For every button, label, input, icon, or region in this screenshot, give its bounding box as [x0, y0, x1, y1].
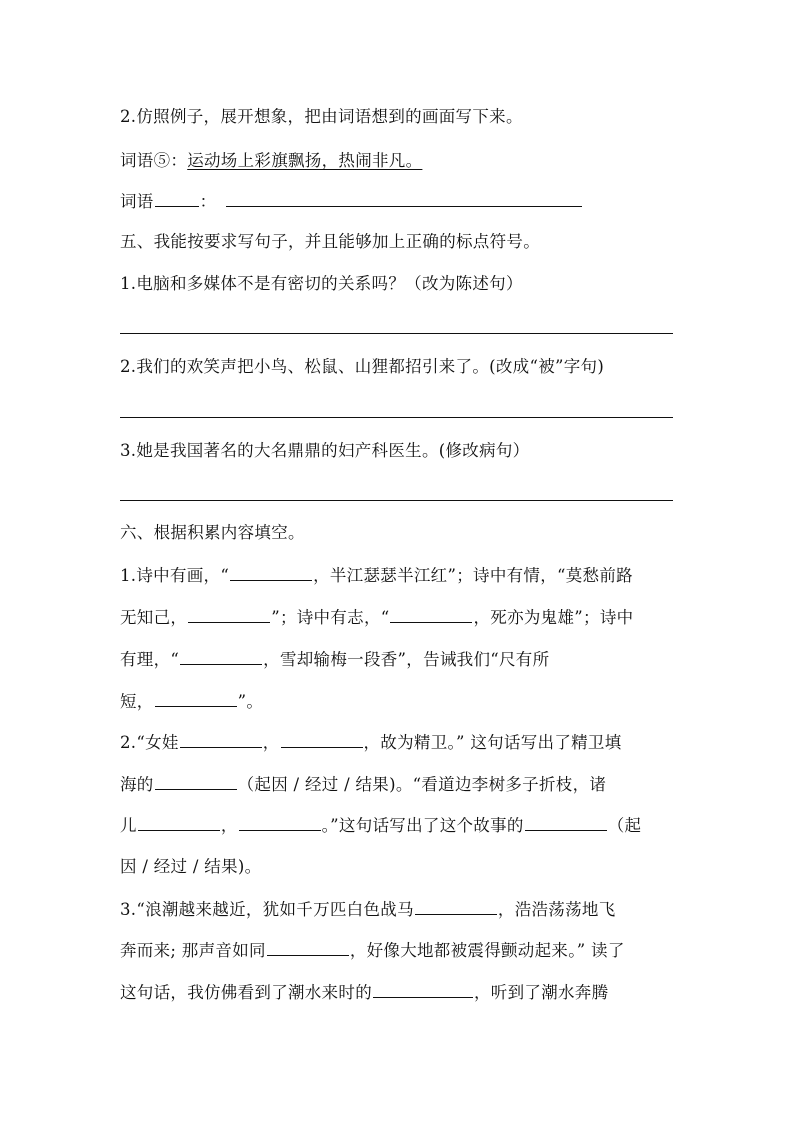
fill-blank[interactable] — [415, 900, 497, 915]
text: 这句话，我仿佛看到了潮水来时的 — [120, 983, 372, 1002]
text: 3.“浪潮越来越近，犹如千万匹白色战马 — [120, 900, 414, 919]
text: 。”这句话写出了这个故事的 — [321, 816, 524, 835]
text: 儿 — [120, 816, 137, 835]
text: 奔而来; 那声音如同 — [120, 941, 266, 960]
example-text: 运动场上彩旗飘扬，热闹非凡。 — [187, 151, 423, 170]
fill-blank[interactable] — [267, 941, 349, 956]
section-5-heading: 五、我能按要求写句子，并且能够加上正确的标点符号。 — [120, 232, 540, 251]
s6-q3-line2 — [120, 941, 625, 961]
section-5-q2: 2.我们的欢笑声把小鸟、松鼠、山狸都招引来了。(改成“被”字句) — [120, 357, 605, 376]
fill-blank[interactable] — [373, 983, 473, 998]
text: ”。 — [237, 692, 264, 711]
s6-q2-line2 — [120, 775, 606, 795]
s6-q2-line1 — [120, 733, 622, 753]
word-answer-blank[interactable] — [226, 192, 582, 207]
fill-blank[interactable] — [239, 816, 321, 831]
text: ， — [262, 733, 280, 752]
text: 2.“女娃 — [120, 733, 179, 752]
text: ，听到了潮水奔腾 — [474, 983, 609, 1002]
text: 海的 — [120, 775, 154, 794]
text: （起因 / 经过 / 结果)。“看道边李树多子折枝，诸 — [237, 775, 607, 794]
s6-q1-line2 — [120, 608, 633, 628]
example-label: 词语⑤： — [120, 151, 188, 170]
text: ，浩浩荡荡地飞 — [497, 900, 616, 919]
s6-q2-line3 — [120, 816, 641, 836]
fill-blank[interactable] — [281, 733, 363, 748]
text: ， — [220, 816, 238, 835]
text: 有理，“ — [120, 650, 180, 669]
fill-blank[interactable] — [155, 775, 237, 790]
fill-blank[interactable] — [180, 650, 262, 665]
s6-q1-line1 — [120, 566, 633, 586]
s6-q1-line3 — [120, 650, 549, 670]
answer-line-q1[interactable] — [120, 333, 673, 334]
text: 无知己， — [120, 608, 188, 627]
word-answer-line — [120, 192, 583, 212]
text: 1.诗中有画，“ — [120, 566, 230, 585]
section-5-q3: 3.她是我国著名的大名鼎鼎的妇产科医生。(修改病句） — [120, 441, 530, 460]
s6-q1-line4 — [120, 692, 263, 712]
word-blank[interactable] — [155, 192, 199, 207]
text: 短， — [120, 692, 154, 711]
word-colon: ： — [199, 192, 217, 211]
text: ”；诗中有志，“ — [271, 608, 390, 627]
section-6-heading: 六、根据积累内容填空。 — [120, 523, 305, 542]
fill-blank[interactable] — [230, 566, 312, 581]
fill-blank[interactable] — [188, 608, 270, 623]
text: ，故为精卫。” 这句话写出了精卫填 — [363, 733, 622, 752]
fill-blank[interactable] — [525, 816, 607, 831]
fill-blank[interactable] — [390, 608, 472, 623]
text: ，半江瑟瑟半江红”；诗中有情，“莫愁前路 — [313, 566, 633, 585]
section-5-q1: 1.电脑和多媒体不是有密切的关系吗？（改为陈述句） — [120, 274, 523, 293]
s6-q3-line1 — [120, 900, 616, 920]
text: ，好像大地都被震得颤动起来。” 读了 — [349, 941, 625, 960]
fill-blank[interactable] — [138, 816, 220, 831]
text: ，雪却输梅一段香”，告诫我们“尺有所 — [263, 650, 550, 669]
s6-q3-line3 — [120, 983, 608, 1003]
fill-blank[interactable] — [155, 692, 237, 707]
question-2-prompt: 2.仿照例子，展开想象，把由词语想到的画面写下来。 — [120, 107, 523, 126]
word-label: 词语 — [120, 192, 154, 211]
answer-line-q2[interactable] — [120, 417, 673, 418]
s6-q2-line4: 因 / 经过 / 结果)。 — [120, 857, 262, 876]
example-line — [120, 151, 422, 171]
answer-line-q3[interactable] — [120, 500, 673, 501]
text: （起 — [607, 816, 642, 835]
text: ，死亦为鬼雄”；诗中 — [473, 608, 634, 627]
fill-blank[interactable] — [180, 733, 262, 748]
